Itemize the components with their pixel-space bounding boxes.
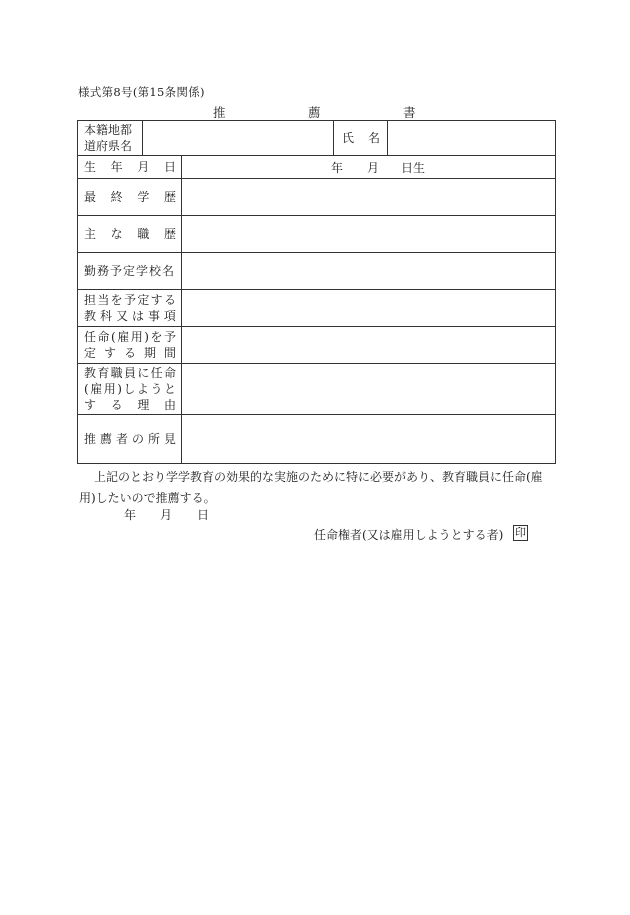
recommendation-statement: 上記のとおり学学教育の効果的な実施のために特に必要があり、教育職員に任命(雇用)したいので推薦する。 [79,470,543,505]
row-divider [78,155,555,156]
title-char: 書 [403,105,416,120]
birth-date-label: 生 年 月 日 [84,160,176,174]
row-divider [78,252,555,253]
recommendation-table [77,120,556,464]
form-number: 様式第8号(第15条関係) [78,85,205,99]
opinion-label: 推 薦 者 の 所 見 [84,432,176,446]
row-divider [78,326,555,327]
column-divider [333,121,334,155]
period-label: 任 命 ( 雇 用 ) を 予 定 す る 期 間 [84,330,176,360]
column-divider [387,121,388,155]
column-divider [181,155,182,463]
reason-label: 教 育 職 員 に 任 命 ( 雇 用 ) し よ う と す る 理 由 [84,366,176,412]
column-divider [142,121,143,155]
school-label: 勤務予定学校名 [84,264,176,278]
origin-label: 本籍地都 道府県名 [84,123,133,153]
education-label: 最 終 学 歴 [84,190,176,204]
row-divider [78,414,555,415]
row-divider [78,215,555,216]
row-divider [78,289,555,290]
document-title [0,103,630,119]
row-divider [78,178,555,179]
birth-month-unit: 月 [367,161,380,175]
appointer-label: 任命権者(又は雇用しようとする者) [314,528,504,542]
birth-year-unit: 年 [331,161,344,175]
seal-mark: 印 [515,526,526,539]
date-day-unit: 日 [197,508,210,522]
title-char: 薦 [308,105,321,120]
name-label: 氏 名 [342,131,380,145]
birth-day-unit: 日生 [401,161,426,175]
date-year-unit: 年 [124,508,137,522]
subject-label: 担 当 を 予 定 す る 教 科 又 は 事 項 [84,293,176,323]
title-char: 推 [213,105,226,120]
career-label: 主 な 職 歴 [84,227,176,241]
date-month-unit: 月 [160,508,173,522]
row-divider [78,363,555,364]
